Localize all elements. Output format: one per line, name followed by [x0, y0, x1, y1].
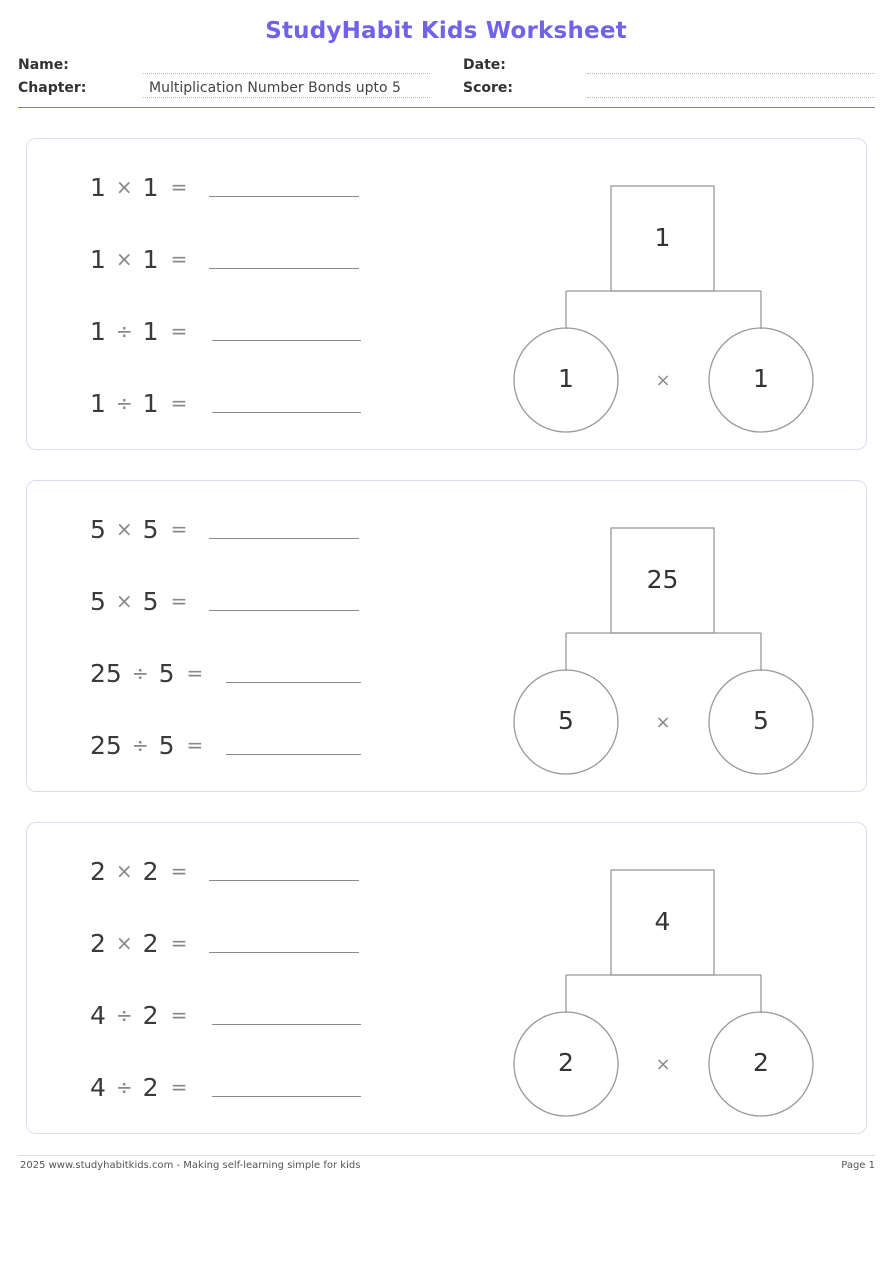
equals-sign: =: [186, 733, 204, 757]
bond-operator: ×: [655, 712, 671, 733]
page-number: Page 1: [841, 1160, 875, 1171]
operand-a: 5: [90, 514, 106, 544]
operand-b: 1: [142, 172, 159, 202]
bond-diagram: [507, 863, 817, 1123]
bond-operator: ×: [655, 1054, 671, 1075]
answer-line[interactable]: [212, 1024, 361, 1025]
equation-row: [90, 316, 187, 346]
equals-sign: =: [170, 247, 188, 271]
equals-sign: =: [170, 175, 188, 199]
equation-row: [90, 244, 187, 274]
operand-a: 1: [90, 244, 106, 274]
bond-factor-left: 5: [558, 706, 574, 735]
equals-sign: =: [186, 661, 204, 685]
operand-b: 2: [142, 1072, 159, 1102]
bond-factor-right: 5: [753, 706, 769, 735]
operand-a: 1: [90, 172, 106, 202]
bond-factor-right: 1: [753, 364, 769, 393]
answer-line[interactable]: [209, 952, 359, 953]
operand-b: 5: [142, 586, 159, 616]
name-label: Name:: [18, 57, 69, 73]
problem-card: [26, 822, 867, 1134]
chapter-field: [143, 97, 430, 98]
answer-line[interactable]: [209, 538, 359, 539]
operand-b: 1: [142, 244, 159, 274]
operator-sign: ×: [115, 175, 133, 199]
score-label: Score:: [463, 80, 513, 96]
equals-sign: =: [170, 859, 188, 883]
equation-row: [90, 514, 187, 544]
bond-factor-left: 1: [558, 364, 574, 393]
operand-b: 2: [142, 856, 159, 886]
equals-sign: =: [170, 391, 188, 415]
operator-sign: ×: [115, 247, 133, 271]
operand-a: 2: [90, 928, 106, 958]
equation-row: [90, 1000, 187, 1030]
operand-a: 1: [90, 388, 106, 418]
operator-sign: ÷: [115, 391, 133, 415]
answer-line[interactable]: [209, 196, 359, 197]
problem-card: [26, 138, 867, 450]
operand-a: 2: [90, 856, 106, 886]
bond-product: 25: [646, 565, 679, 594]
answer-line[interactable]: [209, 880, 359, 881]
answer-line[interactable]: [209, 610, 359, 611]
footer-divider: [18, 1155, 875, 1156]
equals-sign: =: [170, 319, 188, 343]
score-field: [587, 97, 875, 98]
answer-line[interactable]: [212, 412, 361, 413]
bond-factor-right: 2: [753, 1048, 769, 1077]
bond-diagram: [507, 521, 817, 781]
bond-factor-left: 2: [558, 1048, 574, 1077]
operand-b: 2: [142, 1000, 159, 1030]
equals-sign: =: [170, 1075, 188, 1099]
operand-a: 25: [90, 658, 122, 688]
operand-a: 25: [90, 730, 122, 760]
answer-line[interactable]: [212, 340, 361, 341]
operator-sign: ×: [115, 517, 133, 541]
operand-b: 2: [142, 928, 159, 958]
operand-b: 5: [142, 514, 159, 544]
date-label: Date:: [463, 57, 506, 73]
footer-credit: 2025 www.studyhabitkids.com - Making self-learning simple for kids: [20, 1160, 361, 1171]
operand-b: 1: [142, 388, 159, 418]
operator-sign: ÷: [115, 319, 133, 343]
worksheet-title: StudyHabit Kids Worksheet: [265, 18, 627, 44]
number-bond: [507, 521, 817, 781]
equation-row: [90, 928, 187, 958]
chapter-value: Multiplication Number Bonds upto 5: [149, 80, 401, 96]
date-field: [587, 73, 875, 74]
answer-line[interactable]: [212, 1096, 361, 1097]
equation-row: [90, 172, 187, 202]
operand-a: 4: [90, 1000, 106, 1030]
operand-a: 4: [90, 1072, 106, 1102]
operator-sign: ×: [115, 931, 133, 955]
number-bond: [507, 179, 817, 439]
name-field: [143, 73, 430, 74]
operand-b: 5: [158, 730, 175, 760]
operator-sign: ÷: [131, 661, 149, 685]
operator-sign: ×: [115, 589, 133, 613]
operator-sign: ÷: [115, 1075, 133, 1099]
bond-product: 4: [654, 907, 671, 936]
operand-b: 1: [142, 316, 159, 346]
answer-line[interactable]: [226, 682, 361, 683]
equation-row: [90, 856, 187, 886]
operator-sign: ÷: [115, 1003, 133, 1027]
operand-a: 1: [90, 316, 106, 346]
operand-a: 5: [90, 586, 106, 616]
equals-sign: =: [170, 931, 188, 955]
chapter-label: Chapter:: [18, 80, 87, 96]
equals-sign: =: [170, 517, 188, 541]
operator-sign: ÷: [131, 733, 149, 757]
equation-row: [90, 658, 203, 688]
equation-row: [90, 1072, 187, 1102]
equals-sign: =: [170, 1003, 188, 1027]
bond-product: 1: [654, 223, 671, 252]
header-divider: [18, 107, 875, 108]
answer-line[interactable]: [226, 754, 361, 755]
bond-diagram: [507, 179, 817, 439]
equation-row: [90, 730, 203, 760]
answer-line[interactable]: [209, 268, 359, 269]
equals-sign: =: [170, 589, 188, 613]
operator-sign: ×: [115, 859, 133, 883]
number-bond: [507, 863, 817, 1123]
equation-row: [90, 388, 187, 418]
equation-row: [90, 586, 187, 616]
problem-card: [26, 480, 867, 792]
operand-b: 5: [158, 658, 175, 688]
bond-operator: ×: [655, 370, 671, 391]
